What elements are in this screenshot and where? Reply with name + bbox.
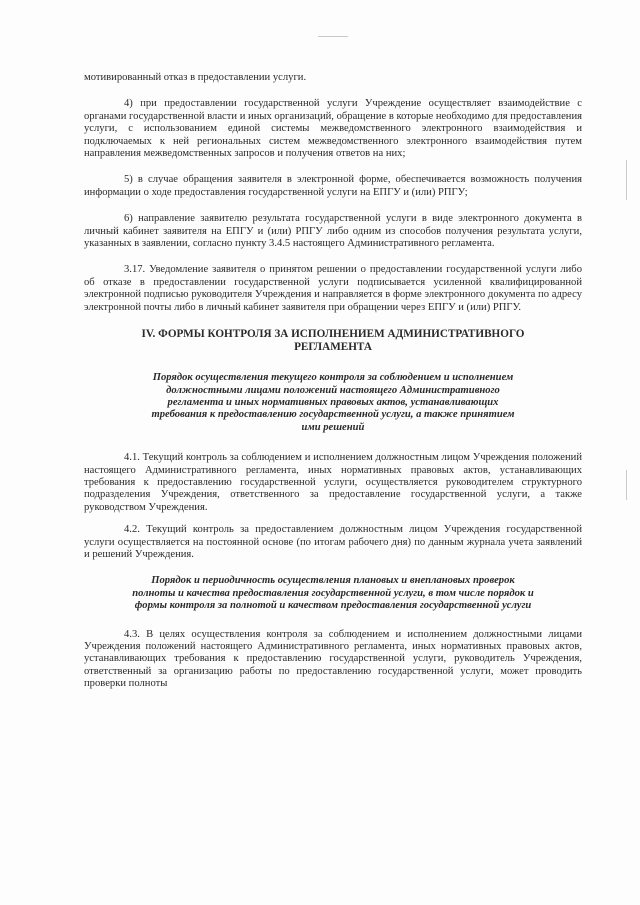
section-subheading-inspections: Порядок и периодичность осуществления плановых и внеплановых проверок полноты и качества предоставления государственной услуги, в том числе порядок и формы контроля за полнотой и качеством предоставления государственной услуги <box>132 575 534 612</box>
paragraph-4-3: 4.3. В целях осуществления контроля за соблюдением и исполнением должностными лицами Учреждения положений настоящего Административного регламента, иных нормативных правовых актов, устанавливающих требования к предоставлению государственной услуги, руководитель Учреждения, ответственный за организацию работы по предоставлению государственной услуги, может проводить проверки полноты <box>84 628 582 690</box>
paragraph-4-2: 4.2. Текущий контроль за предоставлением должностным лицом Учреждения государственной услуги осуществляется на постоянной основе (по итогам рабочего дня) по данным журнала учета заявлений и решений Учреждения. <box>84 524 582 560</box>
section-subheading-current-control: Порядок осуществления текущего контроля за соблюдением и исполнением должностными лицами положений настоящего Административного регламента и иных нормативных правовых актов, устанавливающих требования к предоставлению государственной услуги, а также принятием ими решений <box>151 372 515 433</box>
chapter-heading: IV. ФОРМЫ КОНТРОЛЯ ЗА ИСПОЛНЕНИЕМ АДМИНИСТРАТИВНОГО РЕГЛАМЕНТА <box>141 328 525 354</box>
document-body <box>84 72 582 691</box>
paragraph-continuation: мотивированный отказ в предоставлении услуги. <box>84 72 307 83</box>
list-item-4: 4) при предоставлении государственной услуги Учреждение осуществляет взаимодействие с органами государственной власти и иных организаций, обращение в которые необходимо для предоставления услуги, с использованием единой системы межведомственного электронного взаимодействия и подключаемых к ней региональных систем межведомственного электронного взаимодействия путем направления межведомственных запросов и получения ответов на них; <box>84 98 582 160</box>
scan-edge-mark-right <box>626 160 627 200</box>
list-item-6: 6) направление заявителю результата государственной услуги в виде электронного документа в личный кабинет заявителя на ЕПГУ и (или) РПГУ либо одним из способов получения результата услуги, указанных в заявлении, согласно пункту 3.4.5 настоящего Административного регламента. <box>84 213 582 250</box>
paragraph-4-1: 4.1. Текущий контроль за соблюдением и исполнением должностным лицом Учреждения положений настоящего Административного регламента, иных нормативных правовых актов, устанавливающих требования к предоставлению государственной услуги, осуществляется руководителем структурного подразделения Учреждения, ответственного за предоставление государственной услуги, а также руководством Учреждения. <box>84 452 582 513</box>
paragraph-3-17: 3.17. Уведомление заявителя о принятом решении о предоставлении государственной услуги либо об отказе в предоставлении государственной услуги подписывается усиленной квалифицированной электронной подписью руководителя Учреждения и направляется в форме электронного документа по адресу электронной почты либо в личный кабинет заявителя при обращении через ЕПГУ и (или) РПГУ. <box>84 264 582 313</box>
scan-edge-mark-top <box>318 36 348 37</box>
scan-edge-mark-right-lower <box>626 470 627 500</box>
list-item-5: 5) в случае обращения заявителя в электронной форме, обеспечивается возможность получения информации о ходе предоставления государственной услуги на ЕПГУ и (или) РПГУ; <box>84 174 582 198</box>
